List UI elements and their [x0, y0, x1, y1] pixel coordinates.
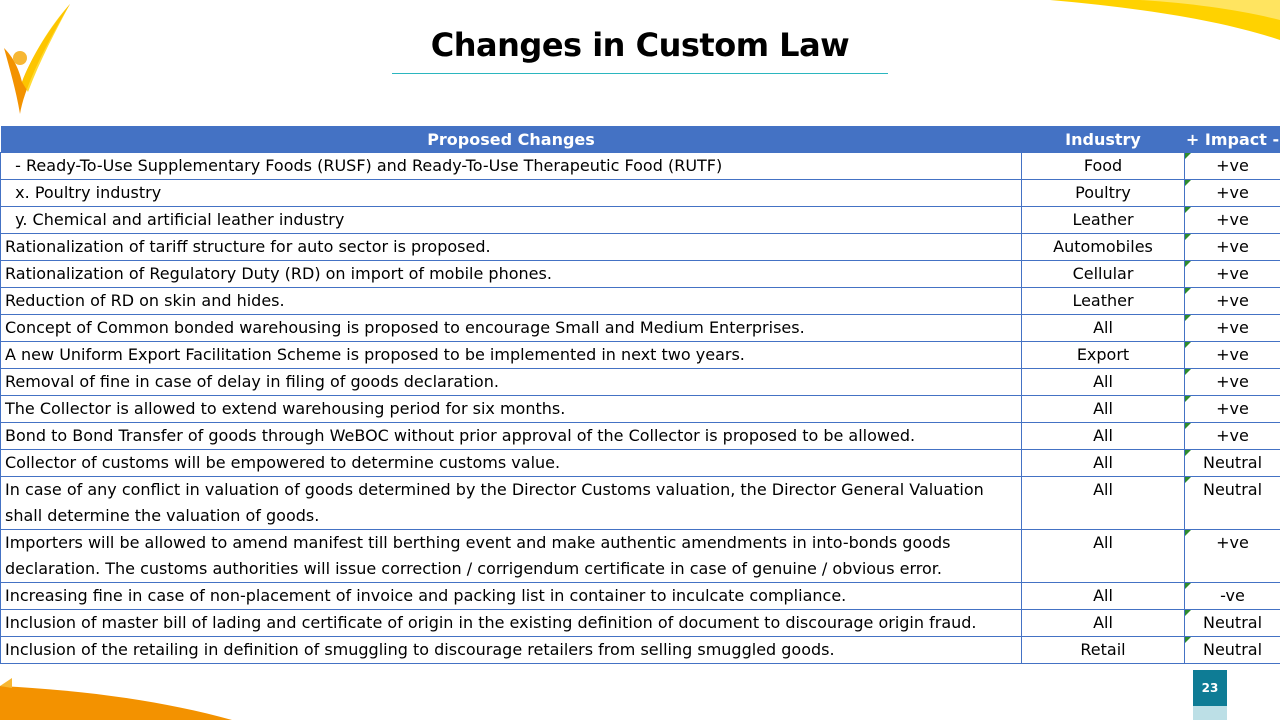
impact-cell — [1185, 288, 1280, 315]
cell-comment-marker-icon — [1185, 288, 1191, 294]
proposed-change-cell: - Ready-To-Use Supplementary Foods (RUSF) and Ready-To-Use Therapeutic Food (RUTF) — [1, 153, 1022, 180]
table-row — [1, 637, 1280, 664]
custom-law-changes-table — [0, 126, 1280, 664]
cell-comment-marker-icon — [1185, 396, 1191, 402]
cell-comment-marker-icon — [1185, 180, 1191, 186]
table-row — [1, 261, 1280, 288]
cell-comment-marker-icon — [1185, 261, 1191, 267]
proposed-change-cell: Inclusion of the retailing in definition of smuggling to discourage retailers from selling smuggled goods. — [1, 637, 1022, 664]
impact-cell — [1185, 261, 1280, 288]
impact-label: +ve — [1216, 237, 1249, 256]
industry-cell: Cellular — [1022, 261, 1185, 288]
proposed-change-cell: Rationalization of Regulatory Duty (RD) on import of mobile phones. — [1, 261, 1022, 288]
industry-cell: All — [1022, 369, 1185, 396]
impact-label: +ve — [1216, 318, 1249, 337]
impact-cell — [1185, 637, 1280, 664]
cell-comment-marker-icon — [1185, 450, 1191, 456]
cell-comment-marker-icon — [1185, 477, 1191, 483]
cell-comment-marker-icon — [1185, 610, 1191, 616]
industry-cell: All — [1022, 477, 1185, 530]
page-number: 23 — [1193, 670, 1227, 706]
table-row — [1, 530, 1280, 583]
table-row — [1, 315, 1280, 342]
impact-cell — [1185, 342, 1280, 369]
table-row — [1, 153, 1280, 180]
proposed-change-cell: Removal of fine in case of delay in filing of goods declaration. — [1, 369, 1022, 396]
industry-cell: Export — [1022, 342, 1185, 369]
industry-cell: Retail — [1022, 637, 1185, 664]
impact-label: +ve — [1216, 426, 1249, 445]
impact-label: +ve — [1216, 210, 1249, 229]
impact-cell — [1185, 234, 1280, 261]
proposed-change-cell: The Collector is allowed to extend warehousing period for six months. — [1, 396, 1022, 423]
table-row — [1, 180, 1280, 207]
impact-cell — [1185, 477, 1280, 530]
footer-decoration — [0, 678, 240, 720]
cell-comment-marker-icon — [1185, 530, 1191, 536]
impact-label: +ve — [1216, 372, 1249, 391]
col-header-industry: Industry — [1022, 126, 1185, 153]
proposed-change-cell: y. Chemical and artificial leather industry — [1, 207, 1022, 234]
proposed-change-cell: Inclusion of master bill of lading and certificate of origin in the existing definition of document to discourage origin fraud. — [1, 610, 1022, 637]
industry-cell: All — [1022, 423, 1185, 450]
table-header-row — [1, 126, 1280, 153]
cell-comment-marker-icon — [1185, 369, 1191, 375]
proposed-change-cell: Reduction of RD on skin and hides. — [1, 288, 1022, 315]
impact-cell — [1185, 610, 1280, 637]
impact-cell — [1185, 396, 1280, 423]
impact-label: +ve — [1216, 399, 1249, 418]
industry-cell: Food — [1022, 153, 1185, 180]
impact-cell — [1185, 369, 1280, 396]
industry-cell: All — [1022, 583, 1185, 610]
impact-label: +ve — [1216, 345, 1249, 364]
impact-label: -ve — [1220, 586, 1245, 605]
impact-label: +ve — [1216, 264, 1249, 283]
impact-cell — [1185, 583, 1280, 610]
proposed-change-cell: Concept of Common bonded warehousing is proposed to encourage Small and Medium Enterprises. — [1, 315, 1022, 342]
cell-comment-marker-icon — [1185, 207, 1191, 213]
cell-comment-marker-icon — [1185, 153, 1191, 159]
proposed-change-cell: In case of any conflict in valuation of goods determined by the Director Customs valuation, the Director General Valuation shall determine the valuation of goods. — [1, 477, 1022, 530]
impact-cell — [1185, 180, 1280, 207]
col-header-proposed-changes: Proposed Changes — [1, 126, 1022, 153]
table-row — [1, 423, 1280, 450]
impact-cell — [1185, 153, 1280, 180]
cell-comment-marker-icon — [1185, 342, 1191, 348]
impact-label: +ve — [1216, 533, 1249, 552]
proposed-change-cell: Collector of customs will be empowered to determine customs value. — [1, 450, 1022, 477]
industry-cell: All — [1022, 530, 1185, 583]
impact-label: +ve — [1216, 183, 1249, 202]
impact-cell — [1185, 423, 1280, 450]
impact-cell — [1185, 450, 1280, 477]
title-underline — [392, 73, 888, 74]
table-row — [1, 207, 1280, 234]
table-row — [1, 369, 1280, 396]
table-row — [1, 450, 1280, 477]
industry-cell: All — [1022, 610, 1185, 637]
impact-label: +ve — [1216, 156, 1249, 175]
proposed-change-cell: Bond to Bond Transfer of goods through WeBOC without prior approval of the Collector is proposed to be allowed. — [1, 423, 1022, 450]
table-row — [1, 583, 1280, 610]
proposed-change-cell: Importers will be allowed to amend manifest till berthing event and make authentic amendments in into-bonds goods declaration. The customs authorities will issue correction / corrigendum certificate in case of genuine / obvious error. — [1, 530, 1022, 583]
table-row — [1, 234, 1280, 261]
industry-cell: Leather — [1022, 288, 1185, 315]
cell-comment-marker-icon — [1185, 637, 1191, 643]
header-decoration — [1020, 0, 1280, 50]
page-title: Changes in Custom Law — [430, 26, 850, 64]
impact-label: +ve — [1216, 291, 1249, 310]
proposed-change-cell: Increasing fine in case of non-placement of invoice and packing list in container to inculcate compliance. — [1, 583, 1022, 610]
industry-cell: All — [1022, 315, 1185, 342]
cell-comment-marker-icon — [1185, 423, 1191, 429]
table-row — [1, 396, 1280, 423]
table-row — [1, 610, 1280, 637]
impact-cell — [1185, 530, 1280, 583]
proposed-change-cell: x. Poultry industry — [1, 180, 1022, 207]
cell-comment-marker-icon — [1185, 234, 1191, 240]
table-row — [1, 477, 1280, 530]
table-row — [1, 288, 1280, 315]
industry-cell: Poultry — [1022, 180, 1185, 207]
industry-cell: Automobiles — [1022, 234, 1185, 261]
company-logo — [0, 0, 80, 120]
table-row — [1, 342, 1280, 369]
industry-cell: All — [1022, 450, 1185, 477]
impact-label: Neutral — [1202, 613, 1263, 632]
impact-cell — [1185, 315, 1280, 342]
cell-comment-marker-icon — [1185, 583, 1191, 589]
col-header-impact: + Impact - — [1185, 126, 1280, 153]
cell-comment-marker-icon — [1185, 315, 1191, 321]
impact-label: Neutral — [1202, 640, 1263, 659]
impact-cell — [1185, 207, 1280, 234]
proposed-change-cell: A new Uniform Export Facilitation Scheme is proposed to be implemented in next two years. — [1, 342, 1022, 369]
impact-label: Neutral — [1202, 453, 1263, 472]
page-number-bar — [1193, 706, 1227, 720]
impact-label: Neutral — [1202, 480, 1263, 499]
proposed-change-cell: Rationalization of tariff structure for auto sector is proposed. — [1, 234, 1022, 261]
industry-cell: Leather — [1022, 207, 1185, 234]
industry-cell: All — [1022, 396, 1185, 423]
